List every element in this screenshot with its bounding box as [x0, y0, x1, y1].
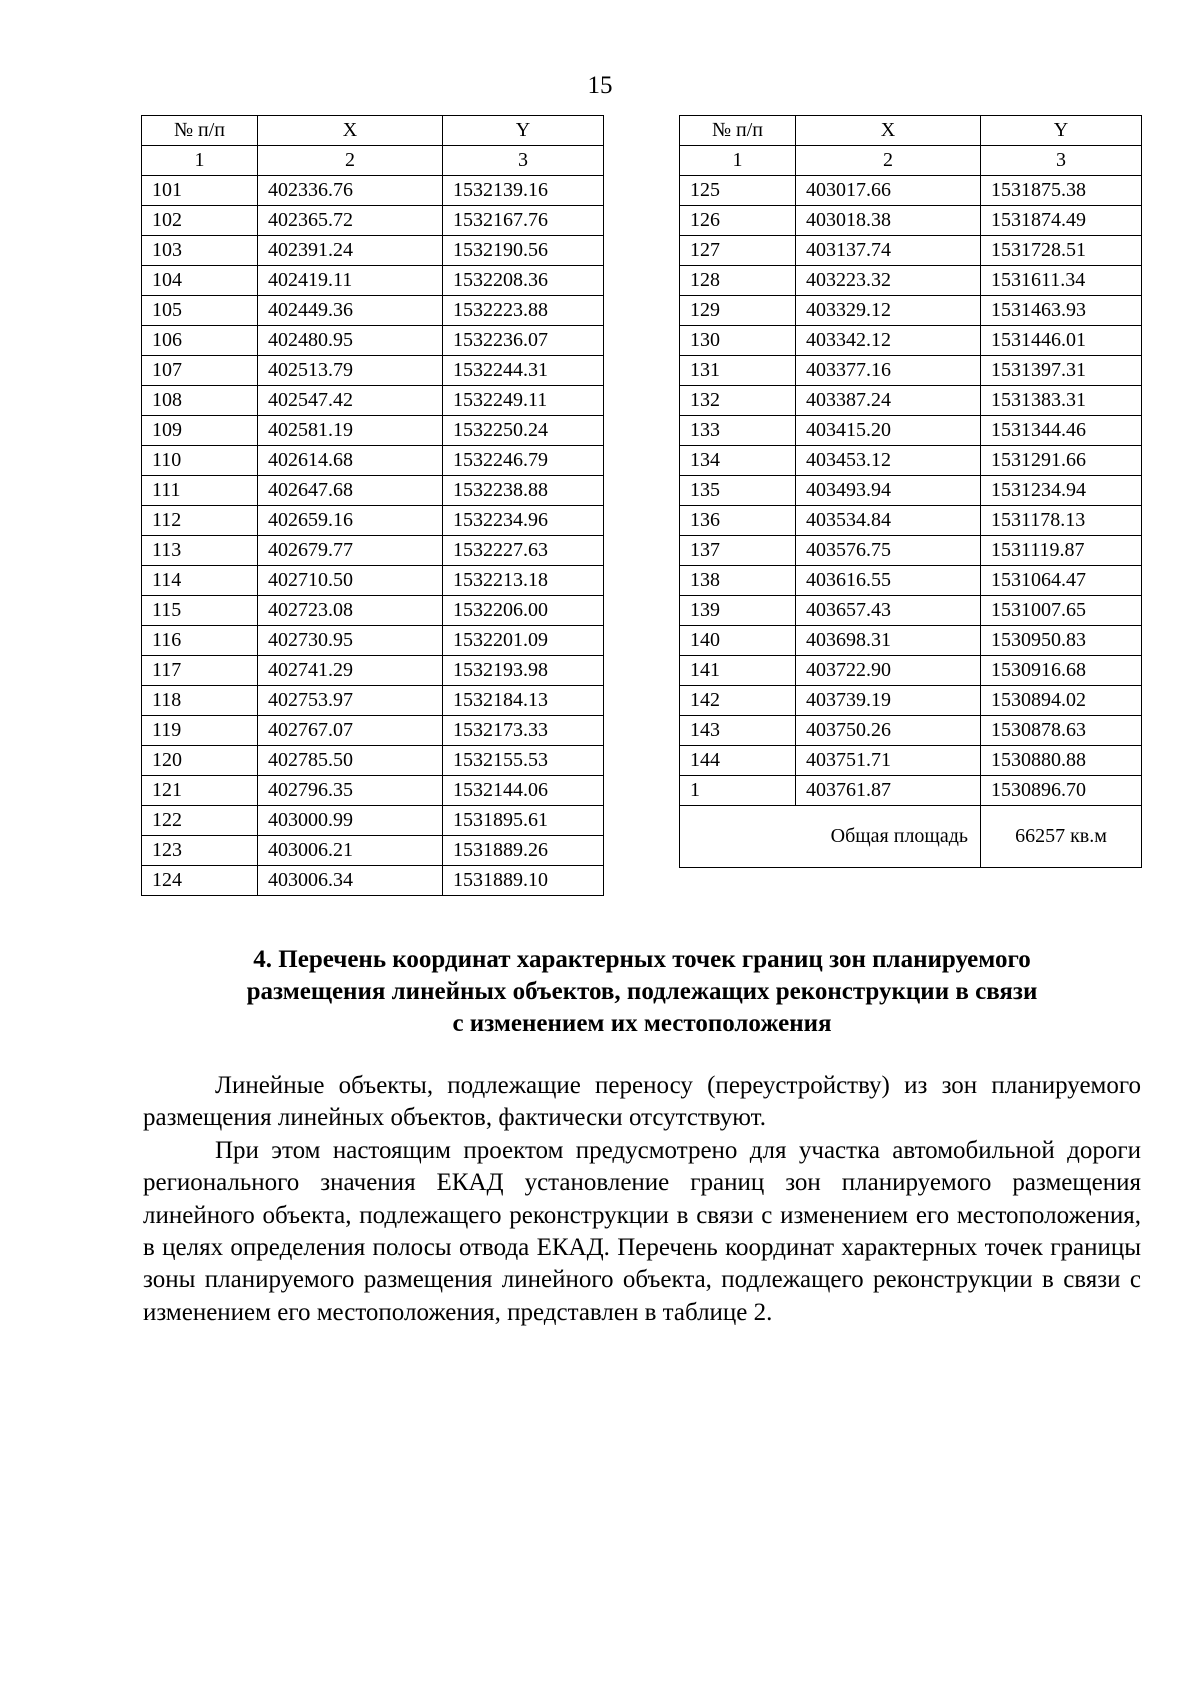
- point-number-cell: 106: [142, 326, 258, 356]
- total-area-row: [680, 806, 1142, 868]
- point-number-cell: 137: [680, 536, 796, 566]
- section-heading: [143, 944, 1141, 1040]
- x-coordinate-cell: 403616.55: [796, 566, 981, 596]
- x-coordinate-cell: 403018.38: [796, 206, 981, 236]
- point-number-cell: 108: [142, 386, 258, 416]
- paragraph: При этом настоящим проектом предусмотрено для участка автомобильной дороги регионального значения ЕКАД установление границ зон планируемого размещения линейного объекта, подлежащего реконструкции в связи с изменением его местоположения, в целях определения полосы отвода ЕКАД. Перечень координат характерных точек границы зоны планируемого размещения линейного объекта, подлежащего реконструкции в связи с изменением его местоположения, представлен в таблице 2.: [143, 1136, 1141, 1326]
- y-coordinate-cell: 1531291.66: [981, 446, 1142, 476]
- column-number: 3: [981, 146, 1142, 176]
- x-coordinate-cell: 403006.21: [258, 836, 443, 866]
- y-coordinate-cell: 1530880.88: [981, 746, 1142, 776]
- column-number-row: [680, 146, 1142, 176]
- column-number: 2: [258, 146, 443, 176]
- heading-line: размещения линейных объектов, подлежащих реконструкции в связи: [246, 978, 1038, 1005]
- y-coordinate-cell: 1530878.63: [981, 716, 1142, 746]
- table-row: [142, 626, 604, 656]
- x-coordinate-cell: 402723.08: [258, 596, 443, 626]
- y-coordinate-cell: 1532144.06: [443, 776, 604, 806]
- y-coordinate-cell: 1531064.47: [981, 566, 1142, 596]
- page-number: 15: [587, 72, 613, 99]
- point-number-cell: 136: [680, 506, 796, 536]
- point-number-cell: 138: [680, 566, 796, 596]
- table-row: [142, 716, 604, 746]
- x-coordinate-cell: 402741.29: [258, 656, 443, 686]
- point-number-cell: 140: [680, 626, 796, 656]
- y-coordinate-cell: 1532249.11: [443, 386, 604, 416]
- table-row: [680, 236, 1142, 266]
- point-number-cell: 131: [680, 356, 796, 386]
- point-number-cell: 119: [142, 716, 258, 746]
- point-number-cell: 111: [142, 476, 258, 506]
- y-coordinate-cell: 1530896.70: [981, 776, 1142, 806]
- heading-line: с изменением их местоположения: [452, 1010, 832, 1037]
- y-coordinate-cell: 1531728.51: [981, 236, 1142, 266]
- point-number-cell: 125: [680, 176, 796, 206]
- x-coordinate-cell: 402659.16: [258, 506, 443, 536]
- x-coordinate-cell: 403137.74: [796, 236, 981, 266]
- point-number-cell: 112: [142, 506, 258, 536]
- point-number-cell: 123: [142, 836, 258, 866]
- table-row: [680, 296, 1142, 326]
- table-row: [680, 206, 1142, 236]
- table-row: [680, 416, 1142, 446]
- y-coordinate-cell: 1531895.61: [443, 806, 604, 836]
- y-coordinate-cell: 1532250.24: [443, 416, 604, 446]
- table-row: [142, 206, 604, 236]
- x-coordinate-cell: 402419.11: [258, 266, 443, 296]
- point-number-cell: 122: [142, 806, 258, 836]
- x-coordinate-cell: 403698.31: [796, 626, 981, 656]
- table-row: [142, 356, 604, 386]
- column-number: 1: [680, 146, 796, 176]
- x-coordinate-cell: 403006.34: [258, 866, 443, 896]
- y-coordinate-cell: 1532139.16: [443, 176, 604, 206]
- y-coordinate-cell: 1532227.63: [443, 536, 604, 566]
- x-coordinate-cell: 403750.26: [796, 716, 981, 746]
- point-number-cell: 121: [142, 776, 258, 806]
- x-coordinate-cell: 403223.32: [796, 266, 981, 296]
- header-row: [142, 116, 604, 146]
- column-number: 3: [443, 146, 604, 176]
- table-row: [680, 776, 1142, 806]
- point-number-cell: 109: [142, 416, 258, 446]
- x-coordinate-cell: 402730.95: [258, 626, 443, 656]
- y-coordinate-cell: 1532173.33: [443, 716, 604, 746]
- table-row: [142, 776, 604, 806]
- point-number-cell: 133: [680, 416, 796, 446]
- table-row: [142, 296, 604, 326]
- point-number-cell: 134: [680, 446, 796, 476]
- table-row: [142, 806, 604, 836]
- y-coordinate-cell: 1531119.87: [981, 536, 1142, 566]
- point-number-cell: 120: [142, 746, 258, 776]
- table-row: [142, 236, 604, 266]
- x-coordinate-cell: 403657.43: [796, 596, 981, 626]
- column-header: Y: [443, 116, 604, 146]
- table-row: [680, 446, 1142, 476]
- point-number-cell: 135: [680, 476, 796, 506]
- point-number-cell: 142: [680, 686, 796, 716]
- x-coordinate-cell: 403329.12: [796, 296, 981, 326]
- point-number-cell: 127: [680, 236, 796, 266]
- column-header: № п/п: [142, 116, 258, 146]
- table-row: [142, 656, 604, 686]
- x-coordinate-cell: 402710.50: [258, 566, 443, 596]
- x-coordinate-cell: 403739.19: [796, 686, 981, 716]
- x-coordinate-cell: 403415.20: [796, 416, 981, 446]
- y-coordinate-cell: 1531463.93: [981, 296, 1142, 326]
- y-coordinate-cell: 1531875.38: [981, 176, 1142, 206]
- table-row: [680, 326, 1142, 356]
- table-row: [142, 176, 604, 206]
- point-number-cell: 117: [142, 656, 258, 686]
- paragraph: Линейные объекты, подлежащие переносу (переустройству) из зон планируемого размещения линейных объектов, фактически отсутствуют.: [143, 1072, 1141, 1132]
- x-coordinate-cell: 402785.50: [258, 746, 443, 776]
- coordinates-table-left: [141, 115, 604, 896]
- y-coordinate-cell: 1530916.68: [981, 656, 1142, 686]
- column-header: X: [796, 116, 981, 146]
- total-area-label: Общая площадь: [680, 806, 981, 868]
- y-coordinate-cell: 1532184.13: [443, 686, 604, 716]
- point-number-cell: 132: [680, 386, 796, 416]
- point-number-cell: 101: [142, 176, 258, 206]
- point-number-cell: 104: [142, 266, 258, 296]
- x-coordinate-cell: 402547.42: [258, 386, 443, 416]
- column-number: 2: [796, 146, 981, 176]
- point-number-cell: 114: [142, 566, 258, 596]
- table-row: [680, 536, 1142, 566]
- y-coordinate-cell: 1532244.31: [443, 356, 604, 386]
- y-coordinate-cell: 1532201.09: [443, 626, 604, 656]
- y-coordinate-cell: 1531874.49: [981, 206, 1142, 236]
- table-row: [142, 866, 604, 896]
- y-coordinate-cell: 1532190.56: [443, 236, 604, 266]
- table-row: [680, 686, 1142, 716]
- total-area-value: 66257 кв.м: [981, 806, 1142, 868]
- table-row: [142, 386, 604, 416]
- point-number-cell: 105: [142, 296, 258, 326]
- x-coordinate-cell: 402581.19: [258, 416, 443, 446]
- table-row: [142, 686, 604, 716]
- y-coordinate-cell: 1531344.46: [981, 416, 1142, 446]
- table-row: [142, 506, 604, 536]
- y-coordinate-cell: 1532246.79: [443, 446, 604, 476]
- x-coordinate-cell: 403751.71: [796, 746, 981, 776]
- table-row: [142, 266, 604, 296]
- point-number-cell: 130: [680, 326, 796, 356]
- point-number-cell: 113: [142, 536, 258, 566]
- point-number-cell: 107: [142, 356, 258, 386]
- x-coordinate-cell: 403761.87: [796, 776, 981, 806]
- table-row: [142, 746, 604, 776]
- point-number-cell: 103: [142, 236, 258, 266]
- point-number-cell: 124: [142, 866, 258, 896]
- y-coordinate-cell: 1530950.83: [981, 626, 1142, 656]
- y-coordinate-cell: 1532167.76: [443, 206, 604, 236]
- y-coordinate-cell: 1531889.26: [443, 836, 604, 866]
- table-row: [680, 596, 1142, 626]
- coordinates-table-right: [679, 115, 1142, 868]
- y-coordinate-cell: 1531889.10: [443, 866, 604, 896]
- y-coordinate-cell: 1530894.02: [981, 686, 1142, 716]
- x-coordinate-cell: 402796.35: [258, 776, 443, 806]
- x-coordinate-cell: 403342.12: [796, 326, 981, 356]
- point-number-cell: 144: [680, 746, 796, 776]
- column-number-row: [142, 146, 604, 176]
- x-coordinate-cell: 403722.90: [796, 656, 981, 686]
- y-coordinate-cell: 1531383.31: [981, 386, 1142, 416]
- x-coordinate-cell: 402753.97: [258, 686, 443, 716]
- table-right-body: [680, 116, 1142, 868]
- x-coordinate-cell: 403017.66: [796, 176, 981, 206]
- table-row: [142, 536, 604, 566]
- table-row: [142, 476, 604, 506]
- x-coordinate-cell: 402391.24: [258, 236, 443, 266]
- point-number-cell: 141: [680, 656, 796, 686]
- table-row: [142, 836, 604, 866]
- x-coordinate-cell: 402480.95: [258, 326, 443, 356]
- point-number-cell: 126: [680, 206, 796, 236]
- x-coordinate-cell: 403453.12: [796, 446, 981, 476]
- y-coordinate-cell: 1531234.94: [981, 476, 1142, 506]
- table-row: [680, 476, 1142, 506]
- y-coordinate-cell: 1532155.53: [443, 746, 604, 776]
- column-header: X: [258, 116, 443, 146]
- table-left-body: [142, 116, 604, 896]
- column-number: 1: [142, 146, 258, 176]
- point-number-cell: 115: [142, 596, 258, 626]
- y-coordinate-cell: 1532223.88: [443, 296, 604, 326]
- heading-line: 4. Перечень координат характерных точек границ зон планируемого: [253, 946, 1031, 973]
- x-coordinate-cell: 402647.68: [258, 476, 443, 506]
- x-coordinate-cell: 402614.68: [258, 446, 443, 476]
- x-coordinate-cell: 402679.77: [258, 536, 443, 566]
- point-number-cell: 128: [680, 266, 796, 296]
- point-number-cell: 143: [680, 716, 796, 746]
- y-coordinate-cell: 1531007.65: [981, 596, 1142, 626]
- y-coordinate-cell: 1532236.07: [443, 326, 604, 356]
- x-coordinate-cell: 403493.94: [796, 476, 981, 506]
- header-row: [680, 116, 1142, 146]
- point-number-cell: 116: [142, 626, 258, 656]
- table-row: [142, 446, 604, 476]
- y-coordinate-cell: 1531178.13: [981, 506, 1142, 536]
- point-number-cell: 1: [680, 776, 796, 806]
- x-coordinate-cell: 402449.36: [258, 296, 443, 326]
- y-coordinate-cell: 1531446.01: [981, 326, 1142, 356]
- table-row: [142, 566, 604, 596]
- table-row: [680, 716, 1142, 746]
- table-row: [142, 596, 604, 626]
- x-coordinate-cell: 403377.16: [796, 356, 981, 386]
- section-body: [143, 1070, 1141, 1329]
- table-row: [680, 176, 1142, 206]
- x-coordinate-cell: 402336.76: [258, 176, 443, 206]
- point-number-cell: 110: [142, 446, 258, 476]
- x-coordinate-cell: 402365.72: [258, 206, 443, 236]
- x-coordinate-cell: 402513.79: [258, 356, 443, 386]
- y-coordinate-cell: 1532193.98: [443, 656, 604, 686]
- x-coordinate-cell: 403534.84: [796, 506, 981, 536]
- column-header: Y: [981, 116, 1142, 146]
- x-coordinate-cell: 403000.99: [258, 806, 443, 836]
- y-coordinate-cell: 1531397.31: [981, 356, 1142, 386]
- table-row: [142, 326, 604, 356]
- table-row: [680, 746, 1142, 776]
- table-row: [680, 656, 1142, 686]
- column-header: № п/п: [680, 116, 796, 146]
- table-row: [680, 386, 1142, 416]
- table-row: [680, 266, 1142, 296]
- point-number-cell: 118: [142, 686, 258, 716]
- y-coordinate-cell: 1532234.96: [443, 506, 604, 536]
- x-coordinate-cell: 403576.75: [796, 536, 981, 566]
- table-row: [680, 506, 1142, 536]
- y-coordinate-cell: 1532208.36: [443, 266, 604, 296]
- table-row: [680, 356, 1142, 386]
- y-coordinate-cell: 1532238.88: [443, 476, 604, 506]
- y-coordinate-cell: 1532206.00: [443, 596, 604, 626]
- table-row: [680, 626, 1142, 656]
- point-number-cell: 129: [680, 296, 796, 326]
- table-row: [680, 566, 1142, 596]
- y-coordinate-cell: 1532213.18: [443, 566, 604, 596]
- point-number-cell: 102: [142, 206, 258, 236]
- point-number-cell: 139: [680, 596, 796, 626]
- x-coordinate-cell: 402767.07: [258, 716, 443, 746]
- x-coordinate-cell: 403387.24: [796, 386, 981, 416]
- table-row: [142, 416, 604, 446]
- y-coordinate-cell: 1531611.34: [981, 266, 1142, 296]
